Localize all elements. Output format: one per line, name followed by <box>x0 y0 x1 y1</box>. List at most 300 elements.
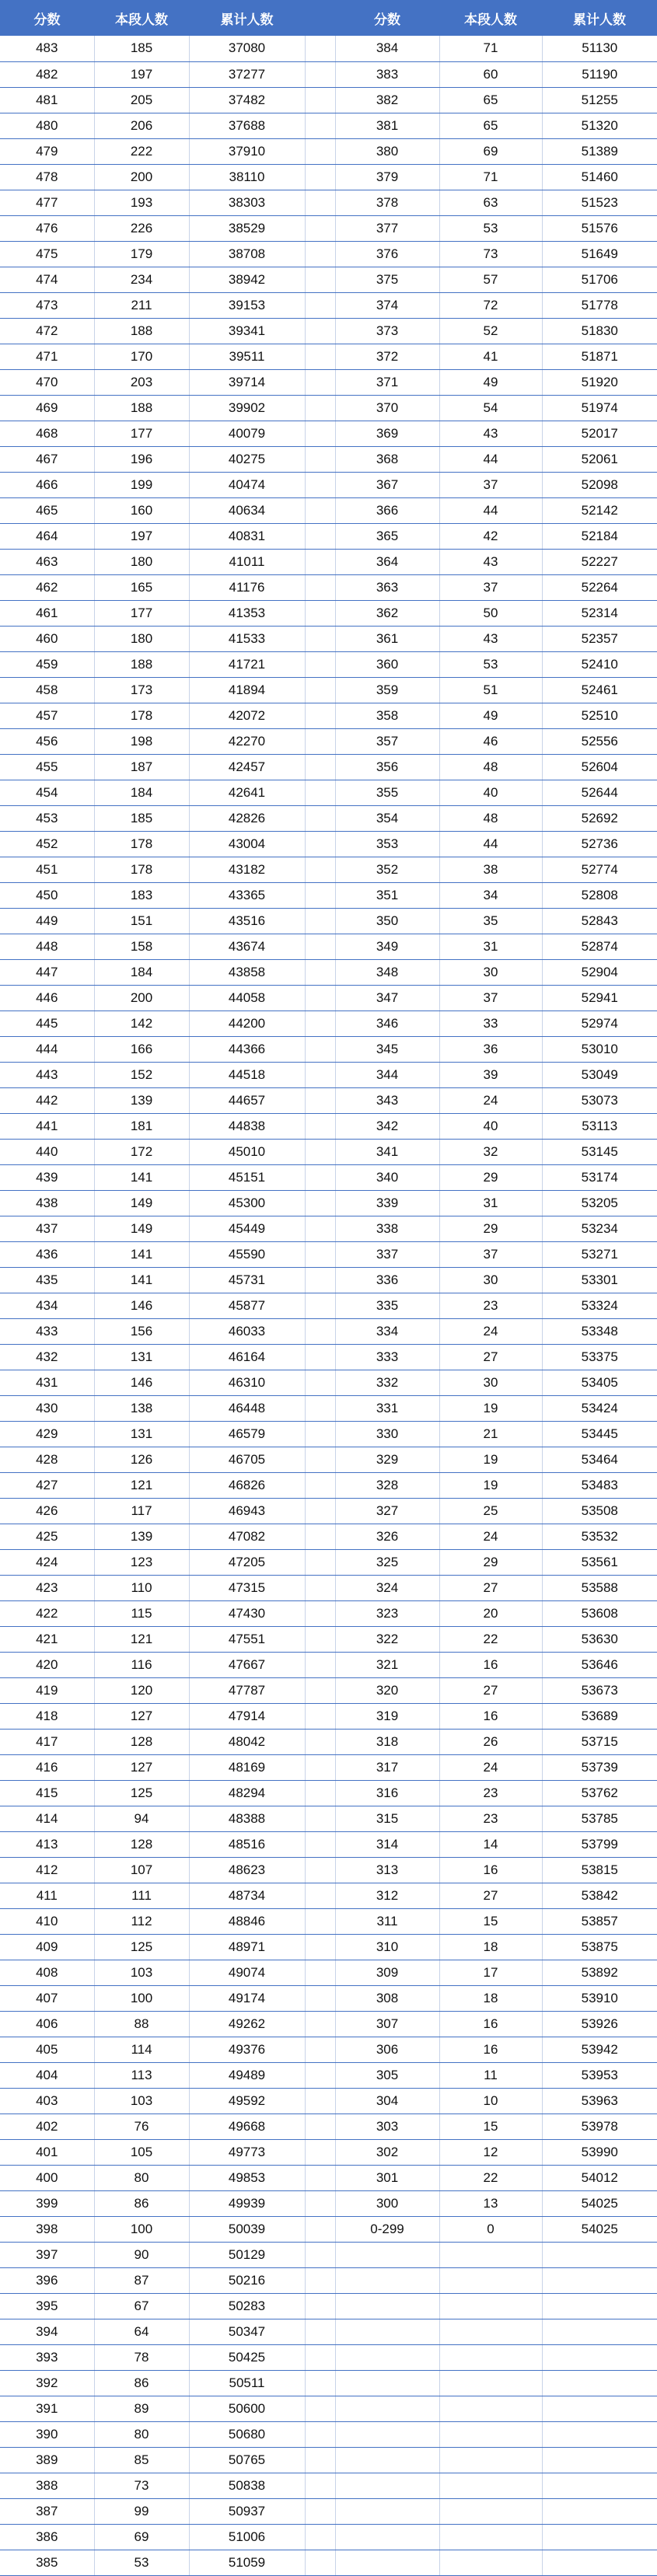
right-score-cell: 319 <box>335 1703 439 1729</box>
left-cumulative-cell: 44366 <box>189 1036 305 1062</box>
table-row <box>0 959 657 985</box>
right-cumulative-cell: 53785 <box>542 1806 657 1831</box>
table-row <box>0 1087 657 1113</box>
left-count-cell: 64 <box>94 2319 189 2344</box>
left-cumulative-cell: 41533 <box>189 626 305 651</box>
left-count-cell: 193 <box>94 190 189 215</box>
right-count-cell: 31 <box>439 934 542 959</box>
left-score-cell: 422 <box>0 1600 94 1626</box>
left-score-cell: 400 <box>0 2165 94 2190</box>
right-score-cell: 374 <box>335 292 439 318</box>
left-cumulative-cell: 49939 <box>189 2190 305 2216</box>
left-score-cell: 417 <box>0 1729 94 1754</box>
left-count-cell: 115 <box>94 1600 189 1626</box>
spacer-cell <box>305 2550 335 2575</box>
table-row <box>0 164 657 190</box>
right-count-cell: 27 <box>439 1883 542 1908</box>
table-row <box>0 754 657 780</box>
table-row <box>0 241 657 267</box>
left-score-cell: 392 <box>0 2370 94 2396</box>
right-cumulative-cell: 53842 <box>542 1883 657 1908</box>
right-score-cell: 367 <box>335 472 439 497</box>
right-cumulative-cell: 53445 <box>542 1421 657 1447</box>
left-score-cell: 457 <box>0 703 94 728</box>
spacer-cell <box>305 472 335 497</box>
right-count-cell: 31 <box>439 1190 542 1216</box>
right-score-cell: 381 <box>335 113 439 138</box>
spacer-cell <box>305 1216 335 1241</box>
left-count-cell: 107 <box>94 1857 189 1883</box>
right-score-cell: 308 <box>335 1985 439 2011</box>
right-count-cell: 16 <box>439 1652 542 1677</box>
table-row <box>0 1908 657 1934</box>
left-cumulative-cell: 37080 <box>189 36 305 61</box>
right-count-cell: 30 <box>439 1370 542 1395</box>
left-count-cell: 188 <box>94 318 189 344</box>
right-score-cell: 300 <box>335 2190 439 2216</box>
table-row <box>0 472 657 497</box>
left-count-cell: 88 <box>94 2011 189 2037</box>
spacer-cell <box>305 1626 335 1652</box>
right-count-cell: 14 <box>439 1831 542 1857</box>
right-cumulative-cell <box>542 2473 657 2498</box>
right-cumulative-cell: 53588 <box>542 1575 657 1600</box>
left-score-cell: 436 <box>0 1241 94 1267</box>
right-cumulative-cell: 54025 <box>542 2190 657 2216</box>
left-cumulative-cell: 40474 <box>189 472 305 497</box>
left-count-cell: 86 <box>94 2370 189 2396</box>
right-cumulative-cell: 53348 <box>542 1318 657 1344</box>
left-cumulative-cell: 48169 <box>189 1754 305 1780</box>
table-row <box>0 2396 657 2421</box>
right-cumulative-cell <box>542 2344 657 2370</box>
right-count-cell: 16 <box>439 1857 542 1883</box>
right-count-cell: 52 <box>439 318 542 344</box>
table-row <box>0 2421 657 2447</box>
table-row <box>0 2293 657 2319</box>
right-count-cell: 63 <box>439 190 542 215</box>
left-cumulative-cell: 48388 <box>189 1806 305 1831</box>
left-count-cell: 100 <box>94 1985 189 2011</box>
right-cumulative-cell: 52808 <box>542 882 657 908</box>
right-score-cell <box>335 2267 439 2293</box>
right-score-cell <box>335 2344 439 2370</box>
spacer-cell <box>305 1318 335 1344</box>
left-count-cell: 123 <box>94 1549 189 1575</box>
left-cumulative-cell: 48846 <box>189 1908 305 1934</box>
table-row <box>0 344 657 369</box>
left-score-cell: 425 <box>0 1524 94 1549</box>
spacer-cell <box>305 2396 335 2421</box>
table-row <box>0 857 657 882</box>
left-cumulative-cell: 43516 <box>189 908 305 934</box>
right-cumulative-cell: 52264 <box>542 574 657 600</box>
left-cumulative-cell: 39153 <box>189 292 305 318</box>
right-cumulative-cell: 53049 <box>542 1062 657 1087</box>
left-cumulative-cell: 40079 <box>189 421 305 446</box>
right-cumulative-cell: 51130 <box>542 36 657 61</box>
spacer-cell <box>305 1754 335 1780</box>
spacer-cell <box>305 1677 335 1703</box>
left-cumulative-cell: 40275 <box>189 446 305 472</box>
left-count-cell: 69 <box>94 2524 189 2550</box>
left-score-cell: 475 <box>0 241 94 267</box>
spacer-cell <box>305 2216 335 2242</box>
right-score-cell: 334 <box>335 1318 439 1344</box>
right-count-cell: 44 <box>439 831 542 857</box>
table-row <box>0 1703 657 1729</box>
right-cumulative-cell <box>542 2267 657 2293</box>
left-count-cell: 89 <box>94 2396 189 2421</box>
right-count-cell <box>439 2550 542 2575</box>
left-cumulative-cell: 49592 <box>189 2088 305 2114</box>
table-row <box>0 626 657 651</box>
left-count-cell: 126 <box>94 1447 189 1472</box>
table-row <box>0 1600 657 1626</box>
right-count-cell <box>439 2370 542 2396</box>
left-count-cell: 110 <box>94 1575 189 1600</box>
left-cumulative-cell: 48516 <box>189 1831 305 1857</box>
left-cumulative-cell: 44200 <box>189 1011 305 1036</box>
left-cumulative-cell: 42072 <box>189 703 305 728</box>
right-cumulative-cell: 53010 <box>542 1036 657 1062</box>
right-score-cell: 322 <box>335 1626 439 1652</box>
right-cumulative-cell <box>542 2421 657 2447</box>
left-score-cell: 466 <box>0 472 94 497</box>
table-row <box>0 780 657 805</box>
right-count-cell: 27 <box>439 1677 542 1703</box>
right-cumulative-cell: 53673 <box>542 1677 657 1703</box>
right-cumulative-cell: 51830 <box>542 318 657 344</box>
left-count-cell: 166 <box>94 1036 189 1062</box>
spacer-cell <box>305 190 335 215</box>
left-count-cell: 67 <box>94 2293 189 2319</box>
right-count-cell: 29 <box>439 1216 542 1241</box>
left-count-cell: 86 <box>94 2190 189 2216</box>
spacer-cell <box>305 369 335 395</box>
right-score-cell: 345 <box>335 1036 439 1062</box>
left-cumulative-cell: 45151 <box>189 1164 305 1190</box>
left-cumulative-cell: 46310 <box>189 1370 305 1395</box>
left-score-cell: 386 <box>0 2524 94 2550</box>
right-count-cell: 39 <box>439 1062 542 1087</box>
left-score-cell: 473 <box>0 292 94 318</box>
right-count-cell: 54 <box>439 395 542 421</box>
left-count-cell: 178 <box>94 831 189 857</box>
right-count-cell: 65 <box>439 113 542 138</box>
left-cumulative-cell: 37688 <box>189 113 305 138</box>
table-row <box>0 2498 657 2524</box>
left-count-cell: 181 <box>94 1113 189 1139</box>
right-count-cell: 29 <box>439 1164 542 1190</box>
right-count-cell: 57 <box>439 267 542 292</box>
left-count-cell: 234 <box>94 267 189 292</box>
left-cumulative-cell: 46579 <box>189 1421 305 1447</box>
right-cumulative-cell: 53815 <box>542 1857 657 1883</box>
left-score-cell: 402 <box>0 2114 94 2139</box>
left-score-cell: 394 <box>0 2319 94 2344</box>
left-cumulative-cell: 47315 <box>189 1575 305 1600</box>
left-score-cell: 456 <box>0 728 94 754</box>
left-score-cell: 387 <box>0 2498 94 2524</box>
left-count-cell: 121 <box>94 1626 189 1652</box>
table-row <box>0 1652 657 1677</box>
table-row <box>0 882 657 908</box>
right-cumulative-cell: 52510 <box>542 703 657 728</box>
right-score-cell: 378 <box>335 190 439 215</box>
left-score-cell: 405 <box>0 2037 94 2062</box>
right-count-cell <box>439 2524 542 2550</box>
left-count-cell: 125 <box>94 1934 189 1960</box>
spacer-cell <box>305 446 335 472</box>
right-count-cell: 41 <box>439 344 542 369</box>
right-cumulative-cell: 53990 <box>542 2139 657 2165</box>
right-count-cell <box>439 2447 542 2473</box>
right-score-cell: 316 <box>335 1780 439 1806</box>
right-score-cell: 354 <box>335 805 439 831</box>
left-score-cell: 458 <box>0 677 94 703</box>
right-score-cell: 384 <box>335 36 439 61</box>
right-cumulative-cell: 53715 <box>542 1729 657 1754</box>
left-score-cell: 397 <box>0 2242 94 2267</box>
right-score-cell <box>335 2396 439 2421</box>
right-count-cell: 23 <box>439 1293 542 1318</box>
right-score-cell: 361 <box>335 626 439 651</box>
left-score-cell: 437 <box>0 1216 94 1241</box>
right-count-cell: 53 <box>439 215 542 241</box>
left-score-cell: 479 <box>0 138 94 164</box>
table-row <box>0 395 657 421</box>
right-cumulative-cell: 53762 <box>542 1780 657 1806</box>
right-score-cell: 363 <box>335 574 439 600</box>
table-row <box>0 1729 657 1754</box>
right-count-cell <box>439 2242 542 2267</box>
left-count-cell: 114 <box>94 2037 189 2062</box>
spacer-cell <box>305 754 335 780</box>
spacer-cell <box>305 113 335 138</box>
table-row <box>0 2062 657 2088</box>
left-count-cell: 113 <box>94 2062 189 2088</box>
table-row <box>0 651 657 677</box>
left-count-cell: 105 <box>94 2139 189 2165</box>
left-score-cell: 470 <box>0 369 94 395</box>
spacer-cell <box>305 61 335 87</box>
left-count-cell: 139 <box>94 1524 189 1549</box>
spacer-cell <box>305 574 335 600</box>
left-score-cell: 414 <box>0 1806 94 1831</box>
left-cumulative-cell: 49376 <box>189 2037 305 2062</box>
left-count-cell: 226 <box>94 215 189 241</box>
spacer-cell <box>305 2037 335 2062</box>
right-cumulative-cell: 51255 <box>542 87 657 113</box>
right-cumulative-cell: 52017 <box>542 421 657 446</box>
spacer-cell <box>305 2498 335 2524</box>
right-cumulative-cell: 52644 <box>542 780 657 805</box>
spacer-cell <box>305 2473 335 2498</box>
left-count-cell: 185 <box>94 36 189 61</box>
right-cumulative-cell: 52874 <box>542 934 657 959</box>
left-count-cell: 180 <box>94 549 189 574</box>
right-count-cell: 34 <box>439 882 542 908</box>
right-score-cell: 0-299 <box>335 2216 439 2242</box>
header-count-right: 本段人数 <box>464 12 517 27</box>
spacer-cell <box>305 1549 335 1575</box>
spacer-cell <box>305 215 335 241</box>
right-cumulative-cell: 53532 <box>542 1524 657 1549</box>
left-count-cell: 103 <box>94 1960 189 1985</box>
table-row <box>0 215 657 241</box>
right-count-cell: 23 <box>439 1780 542 1806</box>
right-score-cell: 342 <box>335 1113 439 1139</box>
right-count-cell <box>439 2396 542 2421</box>
left-score-cell: 407 <box>0 1985 94 2011</box>
left-count-cell: 198 <box>94 728 189 754</box>
right-count-cell: 38 <box>439 857 542 882</box>
right-cumulative-cell: 53646 <box>542 1652 657 1677</box>
left-count-cell: 117 <box>94 1498 189 1524</box>
left-score-cell: 395 <box>0 2293 94 2319</box>
right-count-cell: 19 <box>439 1447 542 1472</box>
table-row <box>0 600 657 626</box>
left-score-cell: 411 <box>0 1883 94 1908</box>
left-cumulative-cell: 50838 <box>189 2473 305 2498</box>
spacer-cell <box>305 318 335 344</box>
right-count-cell: 37 <box>439 472 542 497</box>
left-score-cell: 454 <box>0 780 94 805</box>
spacer-cell <box>305 2190 335 2216</box>
spacer-cell <box>305 164 335 190</box>
left-count-cell: 188 <box>94 651 189 677</box>
spacer-cell <box>305 805 335 831</box>
spacer-cell <box>305 2447 335 2473</box>
right-score-cell <box>335 2319 439 2344</box>
right-score-cell: 383 <box>335 61 439 87</box>
left-count-cell: 178 <box>94 703 189 728</box>
right-cumulative-cell: 53926 <box>542 2011 657 2037</box>
left-score-cell: 428 <box>0 1447 94 1472</box>
right-count-cell <box>439 2473 542 2498</box>
left-score-cell: 474 <box>0 267 94 292</box>
left-cumulative-cell: 38529 <box>189 215 305 241</box>
left-count-cell: 146 <box>94 1370 189 1395</box>
spacer-cell <box>305 2088 335 2114</box>
right-score-cell: 306 <box>335 2037 439 2062</box>
right-cumulative-cell <box>542 2242 657 2267</box>
right-count-cell: 24 <box>439 1524 542 1549</box>
left-cumulative-cell: 40634 <box>189 497 305 523</box>
left-cumulative-cell: 47667 <box>189 1652 305 1677</box>
right-count-cell: 37 <box>439 1241 542 1267</box>
right-score-cell: 327 <box>335 1498 439 1524</box>
spacer-cell <box>305 1293 335 1318</box>
left-count-cell: 112 <box>94 1908 189 1934</box>
left-count-cell: 127 <box>94 1703 189 1729</box>
right-score-cell: 333 <box>335 1344 439 1370</box>
left-count-cell: 85 <box>94 2447 189 2473</box>
left-score-cell: 481 <box>0 87 94 113</box>
table-row <box>0 2216 657 2242</box>
right-cumulative-cell: 53464 <box>542 1447 657 1472</box>
left-count-cell: 177 <box>94 421 189 446</box>
table-row <box>0 703 657 728</box>
right-count-cell: 71 <box>439 36 542 61</box>
right-score-cell: 301 <box>335 2165 439 2190</box>
right-score-cell: 368 <box>335 446 439 472</box>
spacer-cell <box>305 1344 335 1370</box>
left-cumulative-cell: 37910 <box>189 138 305 164</box>
left-score-cell: 421 <box>0 1626 94 1652</box>
spacer-cell <box>305 87 335 113</box>
right-score-cell: 365 <box>335 523 439 549</box>
table-body <box>0 36 657 2575</box>
left-score-cell: 427 <box>0 1472 94 1498</box>
left-cumulative-cell: 42641 <box>189 780 305 805</box>
right-cumulative-cell <box>542 2293 657 2319</box>
spacer-cell <box>305 985 335 1011</box>
right-cumulative-cell: 53963 <box>542 2088 657 2114</box>
right-cumulative-cell: 52410 <box>542 651 657 677</box>
left-score-cell: 483 <box>0 36 94 61</box>
spacer-cell <box>305 1600 335 1626</box>
left-score-cell: 391 <box>0 2396 94 2421</box>
left-score-cell: 467 <box>0 446 94 472</box>
table-row <box>0 36 657 61</box>
left-count-cell: 156 <box>94 1318 189 1344</box>
left-cumulative-cell: 50600 <box>189 2396 305 2421</box>
right-cumulative-cell: 51974 <box>542 395 657 421</box>
table-row <box>0 2190 657 2216</box>
left-count-cell: 149 <box>94 1190 189 1216</box>
left-score-cell: 469 <box>0 395 94 421</box>
left-cumulative-cell: 46164 <box>189 1344 305 1370</box>
right-count-cell: 27 <box>439 1344 542 1370</box>
table-row <box>0 728 657 754</box>
right-count-cell <box>439 2319 542 2344</box>
right-cumulative-cell <box>542 2319 657 2344</box>
left-count-cell: 90 <box>94 2242 189 2267</box>
table-row <box>0 318 657 344</box>
spacer-cell <box>305 1985 335 2011</box>
right-count-cell: 53 <box>439 651 542 677</box>
spacer-cell <box>305 1395 335 1421</box>
spacer-cell <box>305 626 335 651</box>
table-row <box>0 2088 657 2114</box>
table-row <box>0 113 657 138</box>
table-row <box>0 908 657 934</box>
left-score-cell: 410 <box>0 1908 94 1934</box>
left-count-cell: 116 <box>94 1652 189 1677</box>
left-cumulative-cell: 43365 <box>189 882 305 908</box>
right-cumulative-cell: 53942 <box>542 2037 657 2062</box>
right-count-cell: 22 <box>439 1626 542 1652</box>
left-cumulative-cell: 39511 <box>189 344 305 369</box>
right-score-cell <box>335 2293 439 2319</box>
spacer-cell <box>305 1960 335 1985</box>
left-score-cell: 406 <box>0 2011 94 2037</box>
spacer-cell <box>305 2242 335 2267</box>
right-cumulative-cell: 53174 <box>542 1164 657 1190</box>
right-score-cell: 320 <box>335 1677 439 1703</box>
spacer-cell <box>305 2165 335 2190</box>
table-row <box>0 1549 657 1575</box>
left-count-cell: 183 <box>94 882 189 908</box>
right-count-cell: 12 <box>439 2139 542 2165</box>
left-score-cell: 420 <box>0 1652 94 1677</box>
left-cumulative-cell: 45731 <box>189 1267 305 1293</box>
table-row <box>0 1677 657 1703</box>
left-cumulative-cell: 38110 <box>189 164 305 190</box>
left-cumulative-cell: 39341 <box>189 318 305 344</box>
